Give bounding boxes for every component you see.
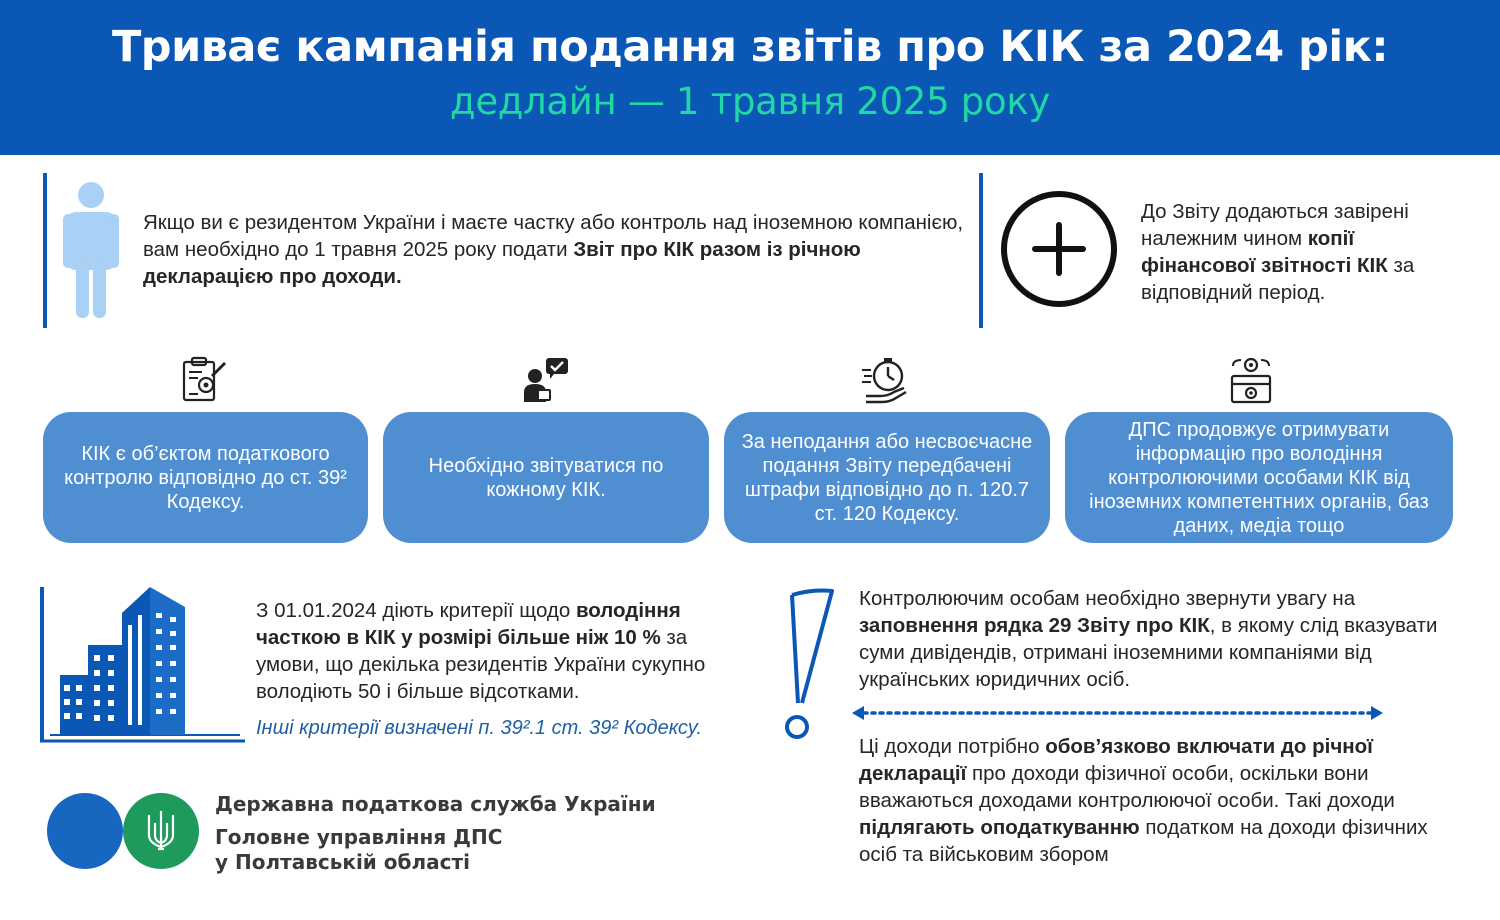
person-icon	[60, 180, 122, 320]
card-penalties	[724, 412, 1050, 543]
criteria-bold-text: володіння часткою в КІК у розмірі більше ніж 10 %	[256, 599, 681, 649]
card-text: Необхідно звітуватися по кожному КІК.	[428, 454, 664, 501]
attention-text-1: Контролюючим особам необхідно звернути увагу на	[859, 587, 1356, 610]
trident-icon	[146, 809, 176, 853]
income-bold-1: обов’язково включати до річної декларації	[859, 735, 1373, 785]
criteria-paragraph	[256, 597, 756, 705]
exclamation-icon	[782, 585, 842, 745]
page-title: Триває кампанія подання звітів про КІК за 2024 рік:	[111, 22, 1389, 72]
box-gear-icon	[1227, 356, 1275, 404]
intro-bold-text: Звіт про КІК разом із річною декларацією про доходи.	[143, 238, 861, 288]
criteria-note: Інші критерії визначені п. 39².1 ст. 39² Кодексу.	[256, 717, 702, 739]
income-text-2: про доходи фізичної особи, оскільки вони вважаються доходами контролюючої особи. Такі доходи	[859, 762, 1395, 812]
person-chat-icon	[522, 356, 570, 404]
attachment-text-2: за відповідний період.	[1141, 254, 1415, 304]
stopwatch-hand-icon	[860, 356, 908, 404]
header-banner	[0, 0, 1500, 155]
left-accent-bar	[43, 173, 47, 328]
income-text-1: Ці доходи потрібно	[859, 735, 1046, 758]
checklist-gear-icon	[180, 356, 228, 404]
card-dps-info	[1065, 412, 1453, 543]
attention-text-2: , в якому слід вказувати суми дивідендів, отримані іноземними компаніями від українських юридичних осіб.	[859, 614, 1438, 691]
intro-text: Якщо ви є резидентом України і маєте частку або контроль над іноземною компанією, вам необхідно до 1 травня 2025 року подати	[143, 211, 964, 261]
attachment-text-1: До Звіту додаються завірені належним чином	[1141, 200, 1409, 250]
attention-paragraph	[859, 585, 1459, 693]
income-paragraph	[859, 733, 1469, 868]
card-kik-control	[43, 412, 368, 543]
org-name: Державна податкова служба України	[215, 792, 656, 816]
attention-bold-text: заповнення рядка 29 Звіту про КІК	[859, 614, 1210, 637]
plus-circle-icon	[1000, 190, 1118, 308]
deadline-subtitle: дедлайн — 1 травня 2025 року	[450, 80, 1050, 123]
building-icon	[40, 585, 245, 745]
income-bold-2: підлягають оподаткуванню	[859, 816, 1140, 839]
card-text: ДПС продовжує отримувати інформацію про володіння контролюючими особами КІК від іноземних компетентних органів, баз даних, медіа тощо	[1089, 418, 1429, 537]
org-region: у Полтавській області	[215, 850, 470, 874]
org-department: Головне управління ДПС	[215, 825, 503, 849]
attachment-paragraph	[1141, 198, 1471, 306]
criteria-text-1: З 01.01.2024 діють критерії щодо	[256, 599, 576, 622]
card-report-each	[383, 412, 709, 543]
criteria-text-2: за умови, що декілька резидентів України сукупно володіють 50 і більше відсотками.	[256, 626, 706, 703]
double-arrow-divider	[850, 703, 1385, 723]
intro-paragraph	[143, 209, 973, 290]
dps-logo-blue-circle	[47, 793, 123, 869]
right-accent-bar	[979, 173, 983, 328]
card-text: За неподання або несвоєчасне подання Звіту передбачені штрафи відповідно до п. 120.7 ст. 120 Кодексу.	[741, 430, 1033, 525]
attachment-bold-text: копії фінансової звітності КІК	[1141, 227, 1388, 277]
card-text: КІК є об’єктом податкового контролю відповідно до ст. 39² Кодексу.	[64, 442, 347, 513]
income-text-3: податком на доходи фізичних осіб та військовим збором	[859, 816, 1428, 866]
